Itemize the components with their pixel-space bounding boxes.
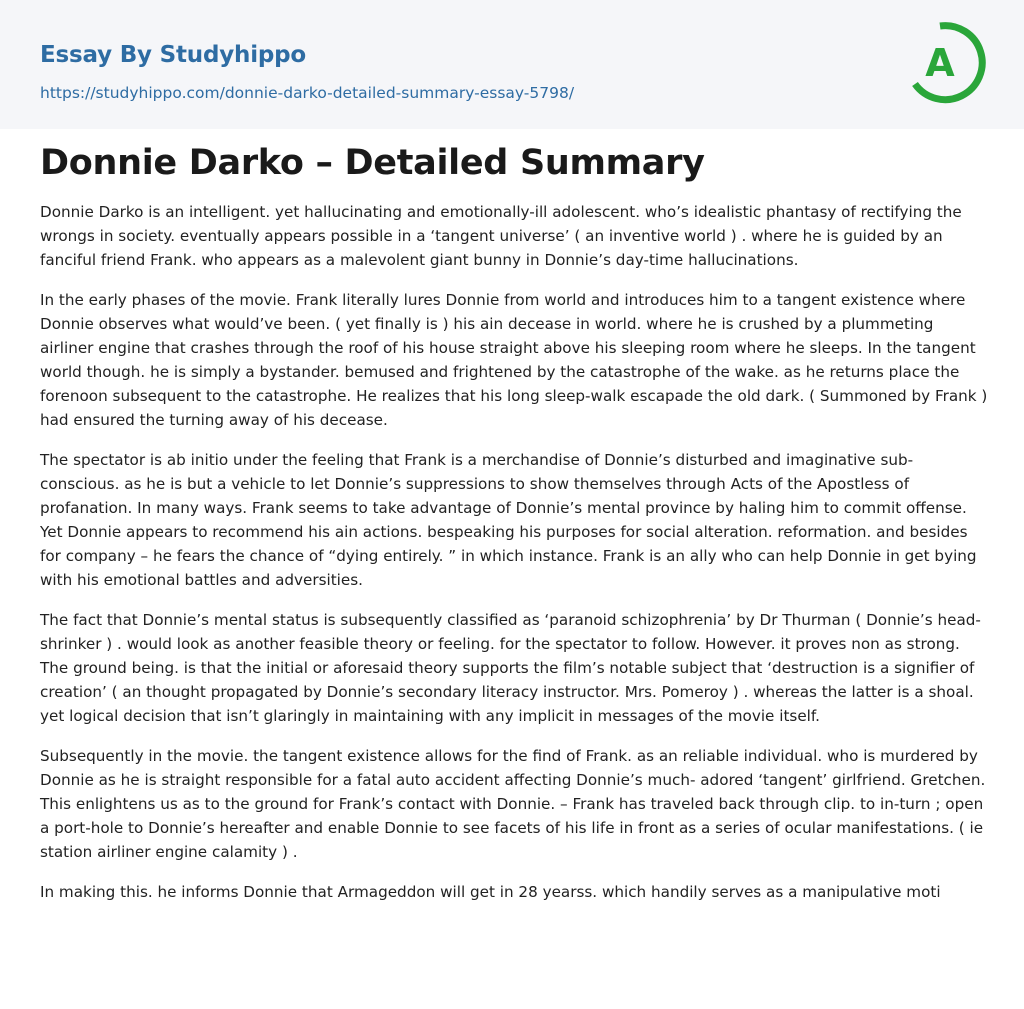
- essay-body: [40, 200, 988, 920]
- logo-letter: A: [925, 41, 955, 85]
- essay-paragraph-2: In the early phases of the movie. Frank literally lures Donnie from world and introduces him to a tangent existence where Donnie observes what would’ve been. ( yet finally is ) his ain decease in world. where he is crushed by a plummeting airliner engine that crashes through the roof of his house straight above his sleeping room where he sleeps. In the tangent world though. he is simply a bystander. bemused and frightened by the catastrophe of the wake. as he returns place the forenoon subsequent to the catastrophe. He realizes that his long sleep-walk escapade the old dark. ( Summoned by Frank ) had ensured the turning away of his decease.: [40, 291, 988, 429]
- page-title: Donnie Darko – Detailed Summary: [40, 143, 705, 183]
- page-url-link[interactable]: https://studyhippo.com/donnie-darko-detailed-summary-essay-5798/: [40, 84, 575, 102]
- essay-paragraph-5: Subsequently in the movie. the tangent existence allows for the find of Frank. as an reliable individual. who is murdered by Donnie as he is straight responsible for a fatal auto accident affecting Donnie’s much- adored ‘tangent’ girlfriend. Gretchen. This enlightens us as to the ground for Frank’s contact with Donnie. – Frank has traveled back through clip. to in-turn ; open a port-hole to Donnie’s hereafter and enable Donnie to see facets of his life in front as a series of ocular manifestations. ( ie station airliner engine calamity ) .: [40, 747, 986, 861]
- essay-paragraph-6: In making this. he informs Donnie that Armageddon will get in 28 yearss. which handily serves as a manipulative moti: [40, 883, 941, 901]
- site-header: [0, 0, 1024, 129]
- site-brand[interactable]: Essay By Studyhippo: [40, 42, 307, 68]
- essay-paragraph-1: Donnie Darko is an intelligent. yet hallucinating and emotionally-ill adolescent. who’s idealistic phantasy of rectifying the wrongs in society. eventually appears possible in a ‘tangent universe’ ( an inventive world ) . where he is guided by an fanciful friend Frank. who appears as a malevolent giant bunny in Donnie’s day-time hallucinations.: [40, 203, 962, 269]
- essay-paragraph-3: The spectator is ab initio under the feeling that Frank is a merchandise of Donnie’s disturbed and imaginative sub-conscious. as he is but a vehicle to let Donnie’s suppressions to show themselves through Acts of the Apostless of profanation. In many ways. Frank seems to take advantage of Donnie’s mental province by haling him to commit offense. Yet Donnie appears to recommend his ain actions. bespeaking his purposes for social alteration. reformation. and besides for company – he fears the chance of “dying entirely. ” in which instance. Frank is an ally who can help Donnie in get bying with his emotional battles and adversities.: [40, 451, 977, 589]
- essay-paragraph-4: The fact that Donnie’s mental status is subsequently classified as ‘paranoid schizophrenia’ by Dr Thurman ( Donnie’s head-shrinker ) . would look as another feasible theory or feeling. for the spectator to follow. However. it proves non as strong. The ground being. is that the initial or aforesaid theory supports the film’s notable subject that ‘destruction is a signifier of creation’ ( an thought propagated by Donnie’s secondary literacy instructor. Mrs. Pomeroy ) . whereas the latter is a shoal. yet logical decision that isn’t glaringly in maintaining with any implicit in messages of the movie itself.: [40, 611, 981, 725]
- studyhippo-logo-icon[interactable]: [912, 20, 986, 104]
